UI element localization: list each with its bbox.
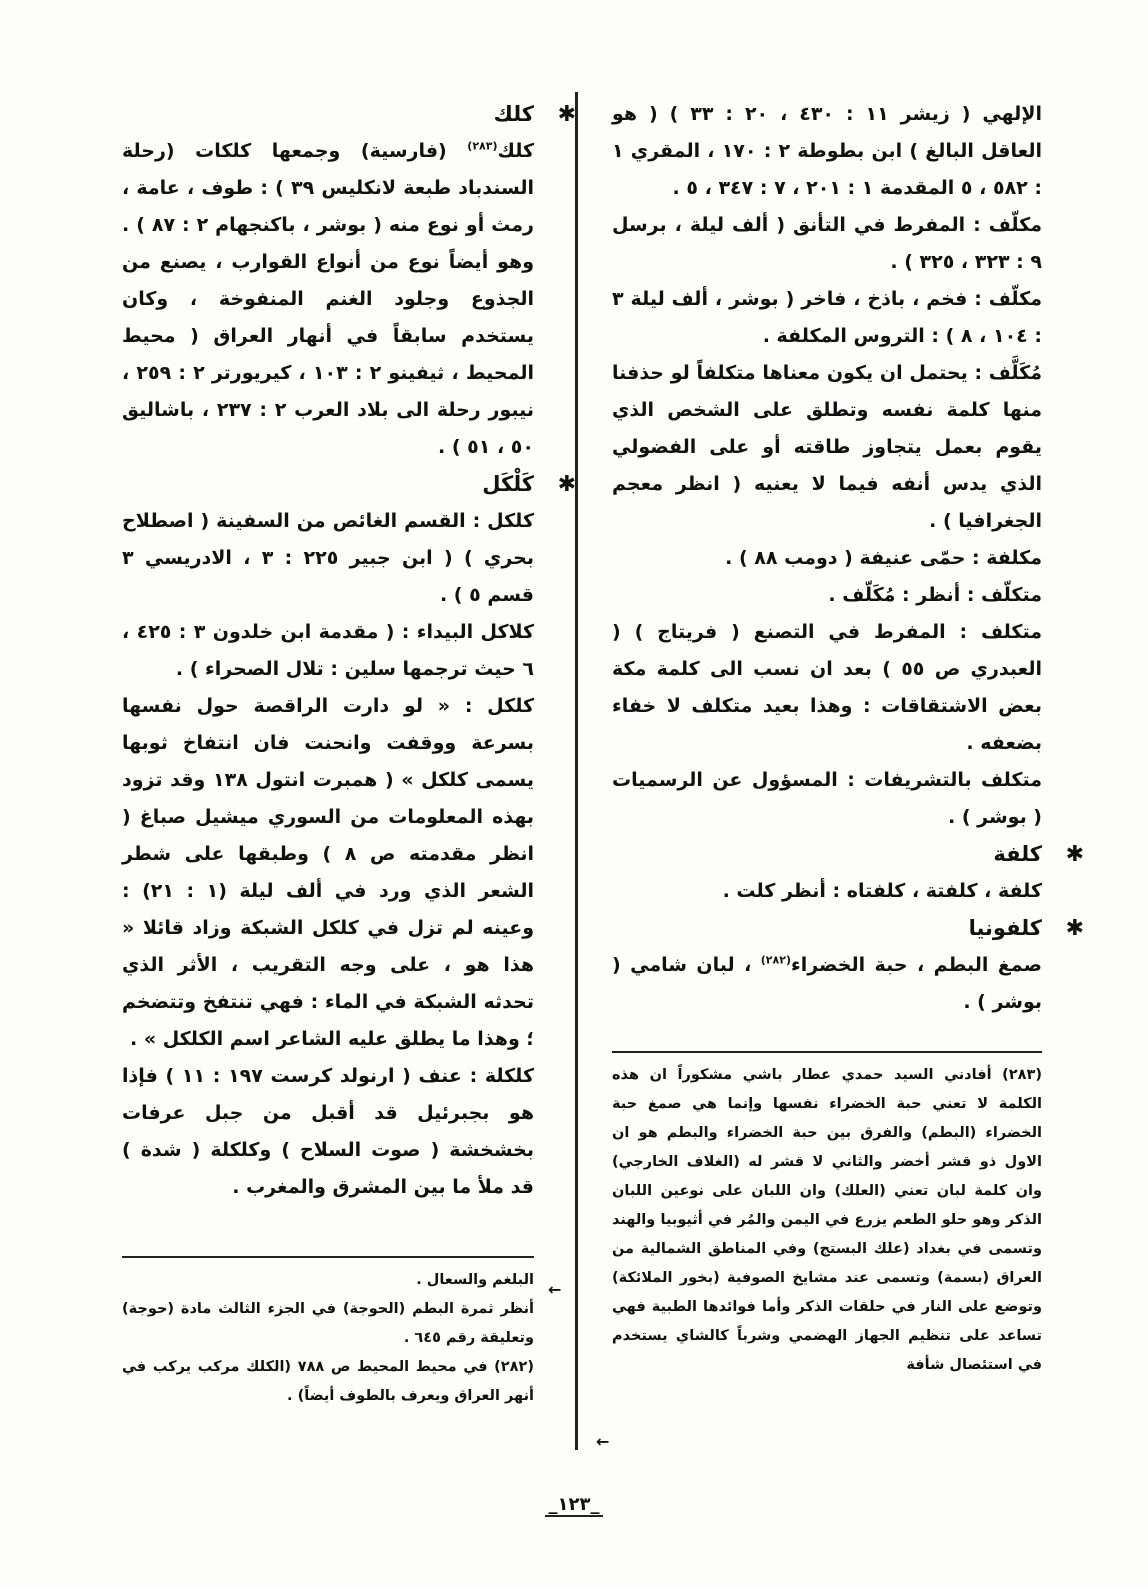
- footnote-number: (٢٨٣): [1002, 1067, 1042, 1083]
- entry-heading-kalak: [122, 96, 576, 133]
- entry-heading-text: كلفة: [993, 842, 1042, 866]
- footnote: [612, 1061, 1042, 1380]
- entry-heading-kalkal: [122, 466, 576, 503]
- paragraph: كلكل : « لو دارت الراقصة حول نفسها بسرعة ووقفت وانحنت فان انتفاخ ثوبها يسمى كلكل » ( همبرت انتول ١٣٨ وقد تزود بهذه المعلومات من السوري ميشيل صباغ ( انظر مقدمته ص ٨ ) وطبقها على شطر الشعر الذي ورد في ألف ليلة (١ : ٢١) : وعينه لم تزل في كلكل الشبكة وزاد قائلا « هذا هو ، على وجه التقريب ، الأثر الذي تحدثه الشبكة في الماء : فهي تنتفخ وتتضخم ؛ وهذا ما يطلق عليه الشاعر اسم الكلكل » .: [122, 695, 534, 1050]
- paragraph: متكلف : المفرط في التصنع ( فريتاج ) ( العبدري ص ٥٥ ) بعد ان نسب الى كلمة مكة بعض الاشتقاقات : وهذا بعيد متكلف لا خفاء بضعفه .: [612, 621, 1042, 754]
- paragraph: متكلف بالتشريفات : المسؤول عن الرسميات ( بوشر ) .: [612, 769, 1042, 828]
- footnote-text: أنظر ثمرة البطم (الحوجة) في الجزء الثالث مادة (حوجة) وتعليقة رقم ٦٤٥ .: [122, 1301, 534, 1346]
- footnote-rule: [612, 1051, 1042, 1053]
- footnote-number: (٢٨٢): [494, 1359, 534, 1375]
- entry-heading-kalafonia: [612, 910, 1084, 947]
- footnote: [122, 1353, 534, 1411]
- footnote-text: أفادني السيد حمدي عطار باشي مشكوراً ان هذه الكلمة لا تعني حبة الخضراء نفسها وإنما هي صمغ حبة الخضراء (البطم) والفرق بين حبة الخضراء والبطم هو ان الاول ذو قشر أخضر والثاني لا قشر له (الغلاف الخارجي) وان كلمة لبان تعني (العلك) وان اللبان على نوعين اللبان الذكر وهو حلو الطعم يزرع في اليمن والمُر في أثيوبيا والهند وتسمى في بغداد (علك البستج) وفي المناطق الشمالية من العراق (بسمة) وتسمى عند مشايخ الصوفية (بخور الملائكة) وتوضع على النار في حلقات الذكر وأما فوائدها الطبية فهي تساعد على تنظيم الجهاز الهضمي وشرباً كالشاي يستخدم في استئصال شأفة: [612, 1067, 1042, 1373]
- paragraph: مكلفة : حمّى عنيفة ( دومب ٨٨ ) .: [725, 547, 1042, 569]
- paragraph: كلكل : القسم الغائص من السفينة ( اصطلاح بحري ) ( ابن جبير ٢٢٥ : ٣ ، الادريسي ٣ قسم ٥ ) .: [122, 510, 534, 606]
- left-column: [122, 96, 576, 1411]
- footnote-ref: (٢٨٣): [467, 139, 498, 153]
- paragraph: مُكَلَّف : يحتمل ان يكون معناها متكلفاً لو حذفنا منها كلمة نفسه وتطلق على الشخص الذي يقوم بعمل يتجاوز طاقته أو على الفضولي الذي يدس أنفه فيما لا يعنيه ( انظر معجم الجغرافيا ) .: [612, 362, 1042, 532]
- text-segment: (فارسية) وجمعها كلكات (رحلة السندباد طبعة لانكليس ٣٩ ) : طوف ، عامة ، رمث أو نوع منه ( بوشر ، باكنجهام ٢ : ٨٧ ) . وهو أيضاً نوع من أنواع القوارب ، يصنع من الجذوع وجلود الغنم المنفوخة ، وكان يستخدم سابقاً في أنهار العراق ( محيط المحيط ، ثيفينو ٢ : ١٠٣ ، كيريورتر ٢ : ٢٥٩ ، نيبور رحلة الى بلاد العرب ٢ : ٢٣٧ ، باشاليق ٥٠ ، ٥١ ) .: [122, 140, 535, 458]
- footnote-text: في محيط المحيط ص ٧٨٨ (الكلك مركب يركب في أنهر العراق ويعرف بالطوف أيضاً) .: [122, 1359, 534, 1404]
- paragraph: كلكلة : عنف ( ارنولد كرست ١٩٧ : ١١ ) فإذا هو بجبرئيل قد أقبل من جبل عرفات بخشخشة ( صوت السلاح ) وكلكلة ( شدة ) قد ملأ ما بين المشرق والمغرب .: [122, 1065, 534, 1198]
- entry-word: كلك: [497, 140, 534, 162]
- footnote-text: البلغم والسعال .: [416, 1272, 534, 1288]
- paragraph: متكلّف : أنظر : مُكَلّف .: [828, 584, 1042, 606]
- star-icon: ✱: [557, 102, 576, 127]
- paragraph: كلفة ، كلفتة ، كلفتاه : أنظر كلت .: [722, 880, 1042, 902]
- paragraph: مكلّف : فخم ، باذخ ، فاخر ( بوشر ، ألف ليلة ٣ : ١٠٤ ، ٨ ) : التروس المكلفة .: [612, 288, 1042, 347]
- star-icon: ✱: [1065, 916, 1084, 941]
- right-column: [612, 96, 1084, 1380]
- entry-heading-kulfa: [612, 836, 1084, 873]
- star-icon: ✱: [557, 472, 576, 497]
- footnote-ref: (٢٨٢): [760, 953, 791, 967]
- star-icon: ✱: [1065, 842, 1084, 867]
- page-number-text: _١٢٣_: [545, 1494, 604, 1517]
- paragraph: [612, 947, 1042, 1021]
- paragraph: كلاكل البيداء : ( مقدمة ابن خلدون ٣ : ٤٢٥ ، ٦ حيث ترجمها سلين : تلال الصحراء ) .: [122, 621, 534, 680]
- paragraph: مكلّف : المفرط في التأنق ( ألف ليلة ، برسل ٩ : ٣٢٣ ، ٣٢٥ ) .: [612, 214, 1042, 273]
- footnote: [122, 1266, 534, 1295]
- page-number: [0, 1494, 1148, 1515]
- footnote-rule: [122, 1256, 534, 1258]
- column-divider: [575, 92, 578, 1450]
- paragraph: [122, 133, 534, 466]
- paragraph: الإلهي ( زيشر ١١ : ٤٣٠ ، ٢٠ : ٣٣ ) ( هو العاقل البالغ ) ابن بطوطة ٢ : ١٧٠ ، المقري ١ : ٥٨٢ ، ٥ المقدمة ١ : ٢٠١ ، ٧ : ٣٤٧ ، ٥ .: [612, 103, 1043, 199]
- text-segment: صمغ البطم ، حبة الخضراء: [790, 954, 1042, 976]
- entry-heading-text: كلفونيا: [968, 916, 1042, 940]
- entry-heading-text: كلك: [493, 102, 534, 126]
- entry-heading-text: كَلْكَل: [482, 472, 534, 496]
- footnote: [122, 1295, 534, 1353]
- arrow-icon: ←: [548, 1280, 562, 1299]
- arrow-icon: ←: [596, 1432, 610, 1451]
- text-segment: ، لبان شامي ( بوشر ) .: [612, 954, 1042, 1013]
